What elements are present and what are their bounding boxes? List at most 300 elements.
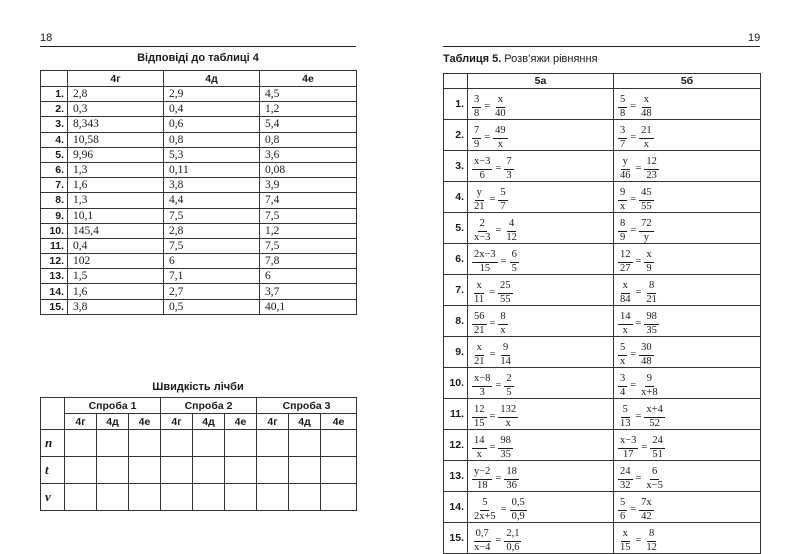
answer-value: 0,08 [260, 162, 357, 177]
fraction [618, 467, 633, 491]
answer-value: 102 [68, 254, 164, 269]
fraction [644, 529, 659, 553]
fraction [639, 95, 654, 119]
speed-cell [289, 484, 321, 511]
numerator: 6 [510, 250, 519, 263]
answer-value: 0,8 [260, 132, 357, 147]
answer-number: 11. [41, 238, 68, 253]
equation-cell [614, 492, 761, 523]
answer-value: 3,7 [260, 284, 357, 299]
speed-sub-header: 4д [97, 414, 129, 430]
answers-row [41, 269, 357, 284]
answer-value: 5,3 [164, 147, 260, 162]
denominator: 3 [479, 386, 485, 398]
answer-value: 2,8 [164, 223, 260, 238]
numerator: 8 [647, 529, 656, 542]
equation-cell [468, 182, 614, 213]
fraction [618, 157, 633, 181]
answer-value: 7,5 [164, 208, 260, 223]
fraction [644, 281, 659, 305]
numerator: x−8 [472, 374, 492, 387]
equation [617, 157, 660, 181]
denominator: 11 [474, 293, 485, 305]
equation-number: 9. [444, 337, 468, 368]
speed-row [41, 457, 357, 484]
answer-number: 12. [41, 254, 68, 269]
fraction [498, 312, 507, 336]
answer-value: 1,6 [68, 284, 164, 299]
equation-cell [614, 120, 761, 151]
equals-sign: = [630, 193, 637, 205]
answer-value: 6 [164, 254, 260, 269]
numerator: x−3 [618, 436, 638, 449]
equals-sign: = [630, 100, 637, 112]
speed-sub-header: 4е [129, 414, 161, 430]
equation-row [444, 213, 761, 244]
numerator: 18 [504, 467, 519, 480]
answer-number: 15. [41, 299, 68, 314]
equation-number: 1. [444, 89, 468, 120]
equation [617, 188, 655, 212]
fraction [639, 374, 659, 398]
speed-cell [161, 457, 193, 484]
equation [471, 126, 509, 150]
fraction [618, 498, 627, 522]
speed-sub-header: 4г [161, 414, 193, 430]
denominator: x+8 [641, 386, 658, 398]
speed-sub-header: 4д [289, 414, 321, 430]
fraction [644, 405, 664, 429]
fraction [618, 281, 633, 305]
numerator: 5 [480, 498, 489, 511]
answers-corner [41, 71, 68, 87]
denominator: 4 [620, 386, 626, 398]
numerator: 3 [472, 95, 481, 108]
numerator: 132 [498, 405, 518, 418]
fraction [498, 188, 507, 212]
speed-cell [193, 430, 225, 457]
answer-value: 2,9 [164, 87, 260, 102]
answer-value: 7,4 [260, 193, 357, 208]
denominator: 12 [646, 541, 657, 553]
equation [471, 188, 509, 212]
equation [617, 219, 655, 243]
answer-number: 8. [41, 193, 68, 208]
numerator: x [474, 281, 483, 294]
equation [471, 374, 515, 398]
answer-value: 0,4 [68, 238, 164, 253]
answer-number: 7. [41, 178, 68, 193]
fraction [498, 405, 518, 429]
answers-row [41, 254, 357, 269]
numerator: y [621, 157, 630, 170]
numerator: x [621, 529, 630, 542]
equations-header-row [444, 74, 761, 89]
numerator: 9 [501, 343, 510, 356]
numerator: 9 [645, 374, 654, 387]
answer-value: 4,5 [260, 87, 357, 102]
answers-row [41, 102, 357, 117]
denominator: x [497, 138, 504, 150]
denominator: 2x+5 [474, 510, 496, 522]
denominator: 23 [646, 169, 657, 181]
answer-value: 1,3 [68, 193, 164, 208]
denominator: 15 [620, 541, 631, 553]
equations-corner [444, 74, 468, 89]
answer-number: 14. [41, 284, 68, 299]
speed-cell [129, 484, 161, 511]
equation [471, 95, 509, 119]
fraction [472, 188, 487, 212]
equation [471, 219, 520, 243]
answers-row [41, 178, 357, 193]
answers-row [41, 193, 357, 208]
equals-sign: = [635, 317, 642, 329]
answer-number: 10. [41, 223, 68, 238]
fraction [504, 157, 513, 181]
fraction [472, 95, 481, 119]
speed-cell [225, 484, 257, 511]
denominator: 51 [652, 448, 663, 460]
fraction [618, 250, 633, 274]
denominator: 21 [474, 200, 485, 212]
speed-cell [97, 484, 129, 511]
equation-cell [468, 120, 614, 151]
numerator: 14 [472, 436, 487, 449]
numerator: 2,1 [504, 529, 521, 542]
answers-row [41, 87, 357, 102]
equation-cell [614, 275, 761, 306]
equation-cell [468, 399, 614, 430]
equation [471, 312, 509, 336]
equation [617, 405, 666, 429]
fraction [639, 343, 654, 367]
equation-cell [468, 492, 614, 523]
answer-value: 2,7 [164, 284, 260, 299]
equation-row [444, 337, 761, 368]
denominator: 32 [620, 479, 631, 491]
fraction [618, 405, 633, 429]
answers-row [41, 117, 357, 132]
equation-cell [468, 337, 614, 368]
equation-cell [468, 244, 614, 275]
equation-row [444, 275, 761, 306]
equation-cell [614, 306, 761, 337]
numerator: 14 [618, 312, 633, 325]
equation-cell [614, 337, 761, 368]
fraction [644, 250, 653, 274]
answer-number: 2. [41, 102, 68, 117]
numerator: x [644, 250, 653, 263]
fraction [472, 343, 487, 367]
numerator: 2 [478, 219, 487, 232]
speed-cell [225, 430, 257, 457]
equation-number: 15. [444, 523, 468, 554]
answers-col-header: 4д [164, 71, 260, 87]
equation-cell [468, 368, 614, 399]
equation-cell [468, 430, 614, 461]
equation-cell [468, 89, 614, 120]
numerator: 24 [650, 436, 665, 449]
answers-row [41, 162, 357, 177]
answer-value: 1,2 [260, 223, 357, 238]
speed-cell [257, 457, 289, 484]
numerator: 4 [507, 219, 516, 232]
equation-number: 6. [444, 244, 468, 275]
equation [471, 436, 514, 460]
equals-sign: = [630, 131, 637, 143]
fraction [498, 343, 513, 367]
fraction [504, 467, 519, 491]
denominator: x [505, 417, 511, 429]
speed-cell [65, 430, 97, 457]
denominator: 8 [474, 107, 480, 119]
equation-cell [614, 244, 761, 275]
speed-cell [97, 457, 129, 484]
equation [617, 529, 660, 553]
equation [471, 343, 514, 367]
equals-sign: = [635, 255, 642, 267]
numerator: 5 [498, 188, 507, 201]
denominator: 9 [620, 231, 626, 243]
numerator: 7x [639, 498, 654, 511]
equation [617, 95, 655, 119]
answer-value: 3,6 [260, 147, 357, 162]
fraction [618, 436, 638, 460]
equations-title-text: Розв’яжи рівняння [501, 53, 598, 65]
numerator: 0,5 [510, 498, 527, 511]
answer-number: 5. [41, 147, 68, 162]
denominator: 5 [511, 262, 517, 274]
fraction [639, 498, 654, 522]
fraction [639, 188, 654, 212]
answers-col-header: 4г [68, 71, 164, 87]
equation-row [444, 306, 761, 337]
answer-number: 4. [41, 132, 68, 147]
denominator: 21 [474, 355, 485, 367]
fraction [472, 498, 498, 522]
equation-row [444, 430, 761, 461]
answer-value: 3,9 [260, 178, 357, 193]
denominator: 27 [620, 262, 631, 274]
fraction [639, 126, 654, 150]
equals-sign: = [489, 348, 496, 360]
equals-sign: = [489, 193, 496, 205]
fraction [618, 95, 627, 119]
denominator: 7 [500, 200, 506, 212]
fraction [498, 281, 513, 305]
denominator: 7 [620, 138, 626, 150]
equals-sign: = [500, 503, 507, 515]
speed-sub-header: 4г [257, 414, 289, 430]
fraction [472, 436, 487, 460]
equation-cell [614, 368, 761, 399]
equals-sign: = [495, 534, 502, 546]
answer-value: 0,11 [164, 162, 260, 177]
speed-sub-header: 4г [65, 414, 97, 430]
equation [617, 498, 655, 522]
answer-value: 7,8 [260, 254, 357, 269]
equals-sign: = [489, 441, 496, 453]
fraction [472, 467, 492, 491]
speed-cell [193, 457, 225, 484]
answer-value: 1,5 [68, 269, 164, 284]
fraction [618, 126, 627, 150]
denominator: 35 [500, 448, 511, 460]
fraction [618, 188, 627, 212]
answers-table [40, 70, 357, 315]
equation-row [444, 368, 761, 399]
equation-cell [468, 151, 614, 182]
denominator: 21 [646, 293, 657, 305]
answer-value: 0,8 [164, 132, 260, 147]
fraction [472, 405, 487, 429]
denominator: 15 [474, 417, 485, 429]
fraction [644, 157, 659, 181]
speed-cell [257, 484, 289, 511]
equals-sign: = [495, 472, 502, 484]
answer-value: 8,343 [68, 117, 164, 132]
equation-row [444, 244, 761, 275]
equations-table [443, 73, 761, 554]
denominator: x [620, 355, 626, 367]
denominator: x [620, 200, 626, 212]
speed-cell [65, 484, 97, 511]
numerator: 2x−3 [472, 250, 498, 263]
fraction [650, 436, 665, 460]
fraction [504, 374, 513, 398]
numerator: x [642, 95, 651, 108]
answer-value: 40,1 [260, 299, 357, 314]
equals-sign: = [489, 286, 496, 298]
equation-row [444, 151, 761, 182]
denominator: 21 [474, 324, 485, 336]
answers-row [41, 132, 357, 147]
page-number-right: 19 [748, 32, 761, 44]
denominator: x−5 [646, 479, 663, 491]
answer-value: 6 [260, 269, 357, 284]
denominator: x [500, 324, 506, 336]
numerator: 98 [498, 436, 513, 449]
numerator: x−3 [472, 157, 492, 170]
speed-cell [161, 430, 193, 457]
answer-number: 13. [41, 269, 68, 284]
fraction [618, 219, 627, 243]
denominator: 0,9 [511, 510, 525, 522]
equation-number: 11. [444, 399, 468, 430]
equation [617, 250, 655, 274]
equation-cell [614, 213, 761, 244]
denominator: 40 [495, 107, 506, 119]
equation-number: 10. [444, 368, 468, 399]
speed-cell [193, 484, 225, 511]
equation-cell [614, 151, 761, 182]
denominator: 0,6 [506, 541, 520, 553]
equation [617, 467, 666, 491]
numerator: 2 [504, 374, 513, 387]
denominator: 5 [506, 386, 512, 398]
answer-value: 10,1 [68, 208, 164, 223]
equation [471, 498, 528, 522]
equation-cell [614, 182, 761, 213]
denominator: 42 [641, 510, 652, 522]
numerator: 56 [472, 312, 487, 325]
fraction [493, 95, 508, 119]
answers-row [41, 147, 357, 162]
header-rule-left [40, 46, 356, 47]
speed-cell [129, 430, 161, 457]
denominator: x−4 [474, 541, 491, 553]
equation-row [444, 492, 761, 523]
answers-title: Відповіді до таблиці 4 [137, 52, 259, 64]
speed-sub-header: 4д [193, 414, 225, 430]
equals-sign: = [495, 162, 502, 174]
speed-cell [289, 430, 321, 457]
equation [471, 157, 515, 181]
speed-table [40, 397, 357, 511]
denominator: 6 [620, 510, 626, 522]
numerator: 12 [618, 250, 633, 263]
answer-value: 2,8 [68, 87, 164, 102]
equations-title [443, 53, 598, 65]
numerator: 7 [504, 157, 513, 170]
equation-number: 5. [444, 213, 468, 244]
equals-sign: = [635, 410, 642, 422]
denominator: 8 [620, 107, 626, 119]
equals-sign: = [630, 379, 637, 391]
equals-sign: = [489, 317, 496, 329]
equations-col-header: 5б [614, 74, 761, 89]
equals-sign: = [500, 255, 507, 267]
denominator: y [643, 231, 650, 243]
fraction [510, 498, 527, 522]
equation-number: 4. [444, 182, 468, 213]
speed-title: Швидкість лічби [152, 381, 244, 393]
answer-value: 7,1 [164, 269, 260, 284]
equation-row [444, 120, 761, 151]
equation-cell [614, 89, 761, 120]
numerator: 7 [472, 126, 481, 139]
equation-cell [468, 213, 614, 244]
fraction [472, 250, 498, 274]
speed-row-label: n [41, 430, 65, 457]
answer-value: 1,3 [68, 162, 164, 177]
equals-sign: = [635, 286, 642, 298]
answer-value: 0,5 [164, 299, 260, 314]
answer-number: 1. [41, 87, 68, 102]
equals-sign: = [635, 162, 642, 174]
numerator: 5 [618, 343, 627, 356]
numerator: 24 [618, 467, 633, 480]
fraction [472, 529, 492, 553]
equation [471, 405, 519, 429]
speed-cell [321, 484, 357, 511]
denominator: 6 [479, 169, 485, 181]
fraction [644, 312, 659, 336]
denominator: 35 [646, 324, 657, 336]
header-rule-right [443, 46, 760, 47]
denominator: 12 [506, 231, 517, 243]
numerator: 6 [650, 467, 659, 480]
speed-sub-header: 4е [321, 414, 357, 430]
numerator: 25 [498, 281, 513, 294]
answers-row [41, 284, 357, 299]
answers-row [41, 238, 357, 253]
speed-row [41, 430, 357, 457]
numerator: 0,7 [474, 529, 491, 542]
equation [617, 281, 660, 305]
speed-cell [65, 457, 97, 484]
